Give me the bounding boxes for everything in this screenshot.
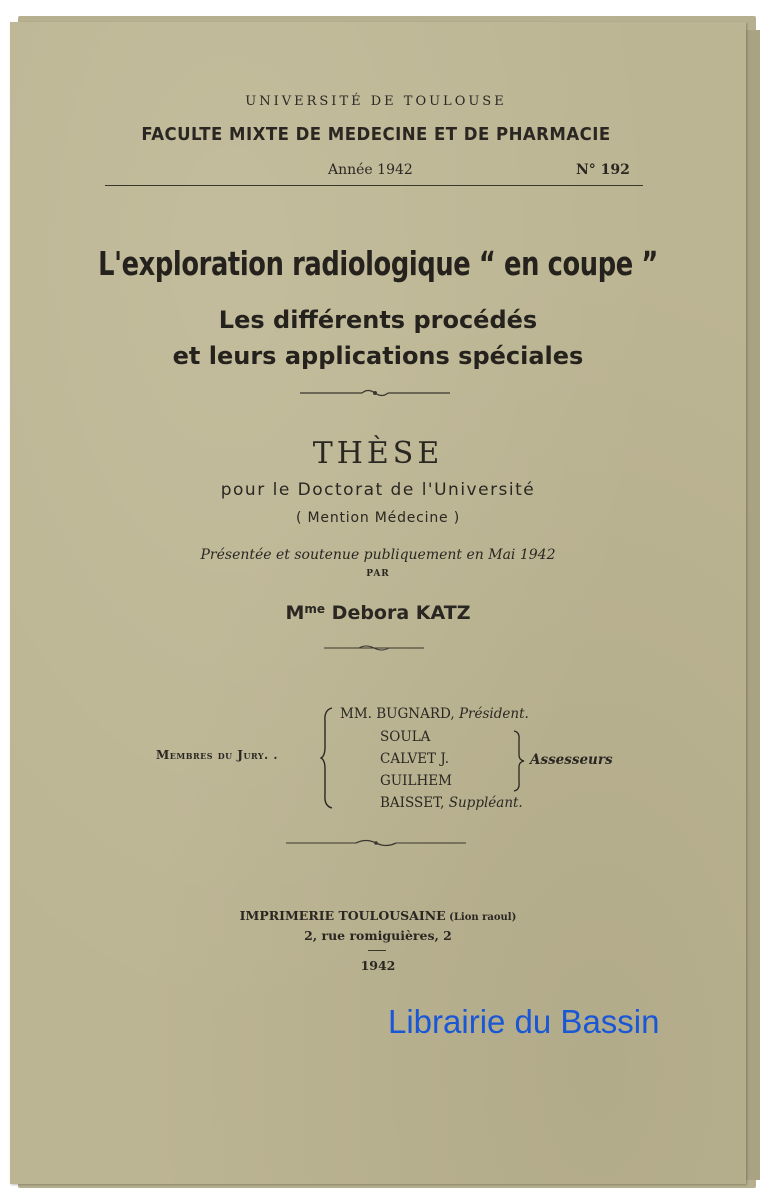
title-line-1: L'exploration radiologique “ en coupe ” <box>98 244 658 283</box>
jury-label: Membres du Jury. . <box>156 748 279 762</box>
jury-member <box>380 729 430 745</box>
jury-member-name: MM. BUGNARD, <box>340 706 459 722</box>
printer-name-text: IMPRIMERIE TOULOUSAINE <box>239 908 446 923</box>
jury-member-name: GUILHEM <box>380 773 452 789</box>
publication-year: 1942 <box>360 958 396 973</box>
jury-member-name: CALVET J. <box>380 751 449 767</box>
university-name: UNIVERSITÉ DE TOULOUSE <box>245 94 507 109</box>
header-rule <box>105 185 643 186</box>
mention-line: ( Mention Médecine ) <box>296 510 460 526</box>
author-surname: Debora KATZ <box>325 602 471 624</box>
jury-member <box>380 773 452 789</box>
jury-ornament <box>286 838 466 848</box>
thesis-number: N° 192 <box>576 162 630 178</box>
presentation-line: Présentée et soutenue publiquement en Mai 1942 <box>200 547 556 563</box>
printer-owner: (Lion raoul) <box>445 912 517 923</box>
seller-watermark: Librairie du Bassin <box>388 1003 660 1040</box>
by-label: PAR <box>366 569 390 579</box>
author-ornament <box>324 644 424 652</box>
year-divider <box>368 950 386 951</box>
title-line-2: Les différents procédés <box>218 306 538 334</box>
author-title-sup: me <box>304 602 326 616</box>
author-name <box>10 602 746 624</box>
jury-member <box>340 706 529 722</box>
assessors-label: Assesseurs <box>530 752 613 768</box>
printer-address: 2, rue romiguières, 2 <box>304 928 452 943</box>
assessors-brace <box>513 730 525 792</box>
degree-line: pour le Doctorat de l'Université <box>220 480 536 500</box>
jury-member-role: Suppléant. <box>448 795 523 811</box>
thesis-heading: THÈSE <box>312 436 444 471</box>
author-prefix: M <box>285 602 305 624</box>
jury-member <box>380 751 449 767</box>
faculty-name: FACULTE MIXTE DE MEDECINE ET DE PHARMACIE <box>141 124 611 145</box>
year-label: Année 1942 <box>328 162 413 178</box>
title-line-3: et leurs applications spéciales <box>172 342 584 370</box>
jury-member-name: SOULA <box>380 729 431 745</box>
jury-member <box>380 795 523 811</box>
printer-name <box>10 908 746 923</box>
jury-left-brace <box>320 707 334 809</box>
jury-member-name: BAISSET, <box>380 795 449 811</box>
title-ornament <box>300 388 450 398</box>
jury-member-role: Président. <box>458 706 529 722</box>
